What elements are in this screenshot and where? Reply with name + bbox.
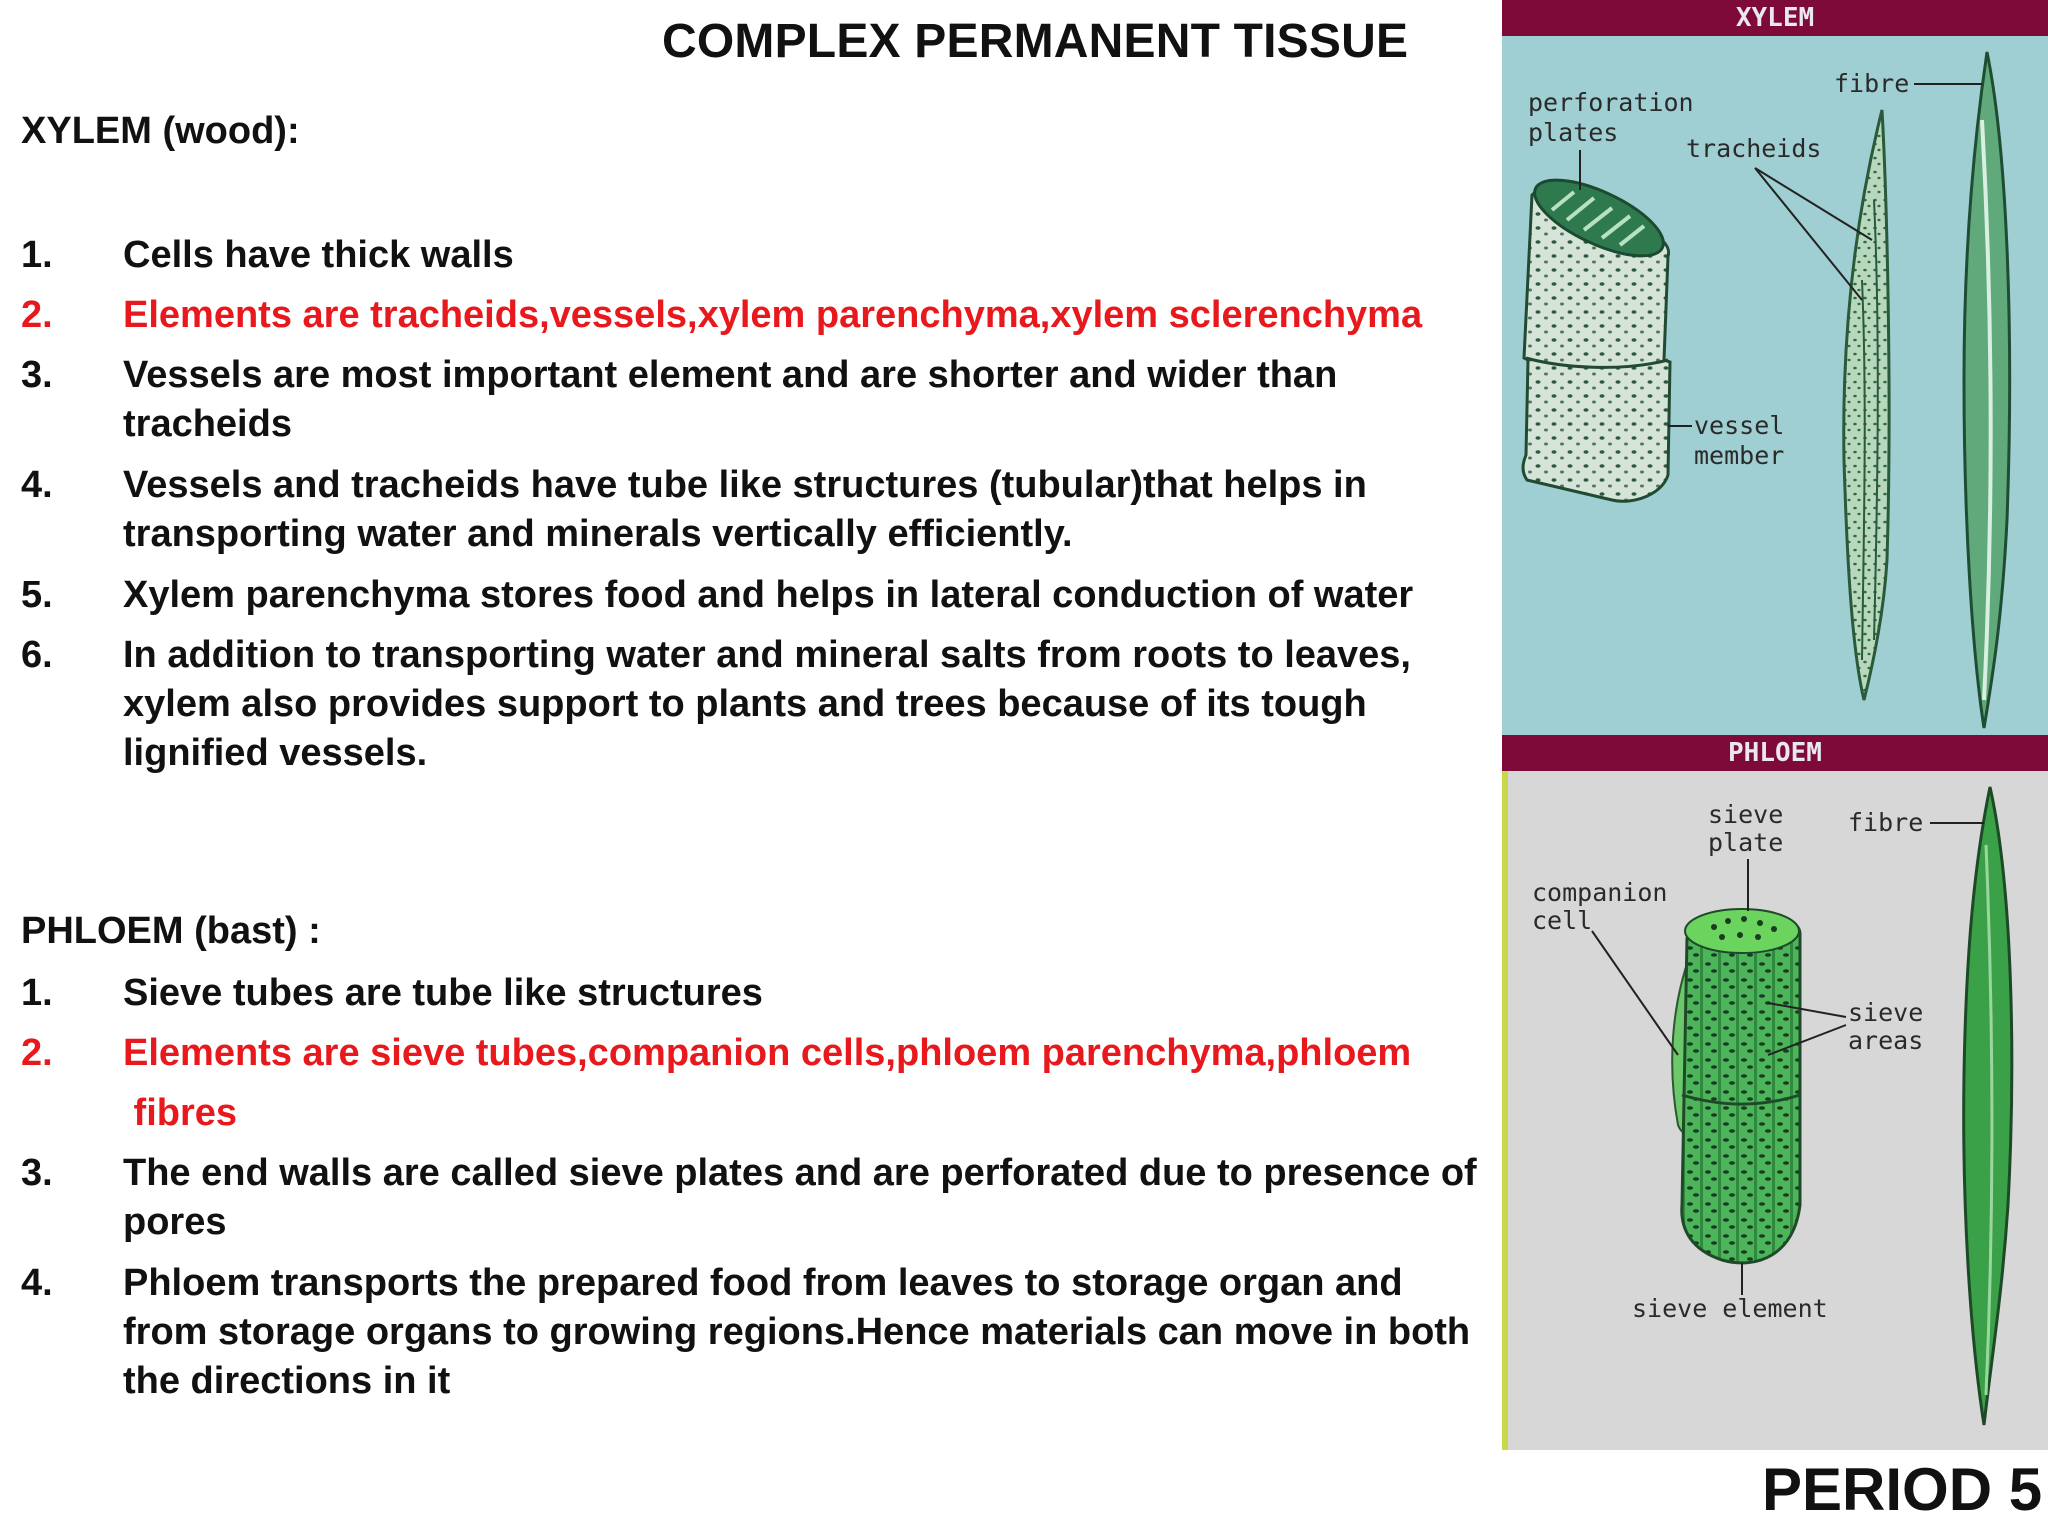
label-plates: plates bbox=[1528, 118, 1619, 147]
xylem-item-number: 5. bbox=[21, 574, 53, 616]
phloem-item-number: 3. bbox=[21, 1152, 53, 1194]
phloem-item-text: The end walls are called sieve plates and are perforated due to presence of pores bbox=[123, 1152, 1477, 1243]
label-plate: plate bbox=[1708, 828, 1784, 857]
xylem-item-text: Vessels are most important element and are shorter and wider than tracheids bbox=[123, 354, 1338, 445]
phloem-item-text: Sieve tubes are tube like structures bbox=[123, 972, 763, 1014]
page-title: COMPLEX PERMANENT TISSUE bbox=[662, 15, 1409, 68]
xylem-item-text: Xylem parenchyma stores food and helps in lateral conduction of water bbox=[123, 574, 1414, 616]
sieve-plate-shape bbox=[1685, 909, 1799, 953]
label-fibre: fibre bbox=[1834, 69, 1910, 98]
xylem-band-label: XYLEM bbox=[1735, 3, 1815, 33]
xylem-item-number: 4. bbox=[21, 464, 53, 506]
xylem-diagram bbox=[1502, 0, 2048, 735]
xylem-heading: XYLEM (wood): bbox=[21, 110, 300, 152]
xylem-item-number: 2. bbox=[21, 294, 53, 336]
sieve-element-shape bbox=[1682, 915, 1800, 1263]
xylem-item-number: 1. bbox=[21, 234, 53, 276]
xylem-item-text: Vessels and tracheids have tube like structures (tubular)that helps in transporting water and minerals vertically efficiently. bbox=[123, 464, 1367, 555]
label-sieve-element: sieve element bbox=[1632, 1294, 1828, 1323]
label-phloem-fibre: fibre bbox=[1848, 808, 1924, 837]
xylem-item-text: Elements are tracheids,vessels,xylem parenchyma,xylem sclerenchyma bbox=[123, 294, 1423, 336]
phloem-illustration bbox=[1502, 735, 2048, 1450]
xylem-item-text: In addition to transporting water and mineral salts from roots to leaves, xylem also provides support to plants and trees because of its tough lignified vessels. bbox=[123, 634, 1411, 774]
phloem-item-number: 4. bbox=[21, 1262, 53, 1304]
xylem-item-number: 6. bbox=[21, 634, 53, 676]
phloem-item-number: 2. bbox=[21, 1032, 53, 1074]
label-companion: companion bbox=[1532, 878, 1668, 907]
tracheid-shape bbox=[1844, 110, 1889, 700]
phloem-band-label: PHLOEM bbox=[1728, 738, 1822, 768]
period-label: PERIOD 5 bbox=[1762, 1456, 2043, 1523]
phloem-item-text-continued: fibres bbox=[123, 1092, 238, 1134]
phloem-item-number: 1. bbox=[21, 972, 53, 1014]
label-cell: cell bbox=[1532, 906, 1593, 935]
tissue-diagrams bbox=[1502, 0, 2048, 1450]
phloem-heading: PHLOEM (bast) : bbox=[21, 910, 321, 952]
label-sieve-areas-1: sieve bbox=[1848, 998, 1924, 1027]
label-perforation: perforation bbox=[1528, 88, 1694, 117]
label-sieve-areas-2: areas bbox=[1848, 1026, 1924, 1055]
label-sieve: sieve bbox=[1708, 800, 1784, 829]
label-member: member bbox=[1694, 441, 1785, 470]
label-vessel: vessel bbox=[1694, 411, 1785, 440]
xylem-item-number: 3. bbox=[21, 354, 53, 396]
xylem-item-text: Cells have thick walls bbox=[123, 234, 514, 276]
xylem-illustration bbox=[1502, 0, 2048, 735]
label-tracheids: tracheids bbox=[1686, 134, 1822, 163]
phloem-item-text: Elements are sieve tubes,companion cells,phloem parenchyma,phloem bbox=[123, 1032, 1412, 1074]
phloem-item-text: Phloem transports the prepared food from leaves to storage organ and from storage organs to growing regions.Hence materials can move in both the directions in it bbox=[123, 1262, 1471, 1402]
phloem-diagram bbox=[1502, 735, 2048, 1450]
